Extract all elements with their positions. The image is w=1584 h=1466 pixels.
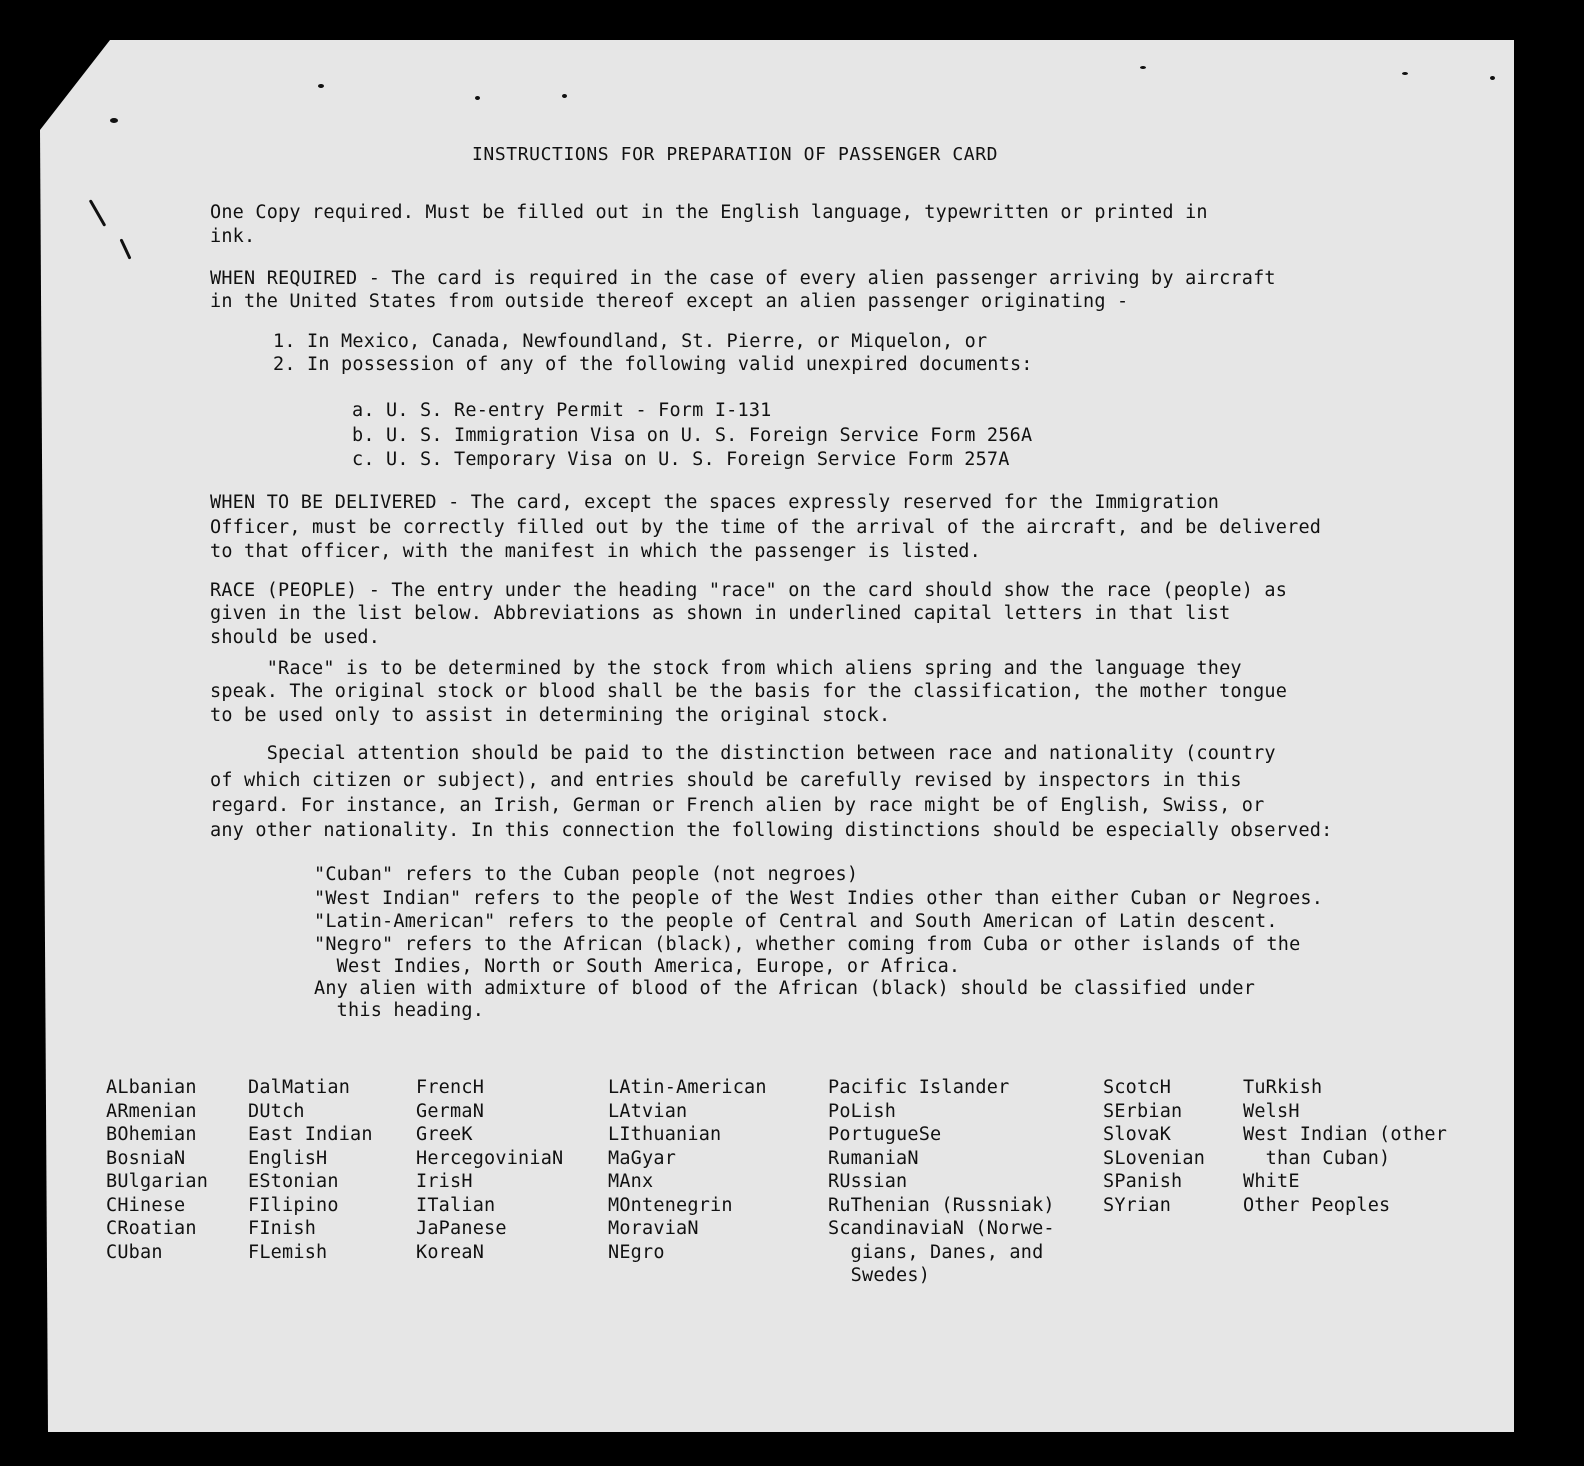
distinction-line: "Cuban" refers to the Cuban people (not negroes) <box>314 864 859 885</box>
race-entry: SYrian <box>1103 1194 1172 1216</box>
page-title: INSTRUCTIONS FOR PREPARATION OF PASSENGER CARD <box>472 144 999 165</box>
race-entry: MoraviaN <box>608 1218 699 1239</box>
race-definition-line: "Race" is to be determined by the stock from which aliens spring and the language they <box>210 658 1242 679</box>
race-column <box>1103 1076 1205 1217</box>
when-delivered-line: to that officer, with the manifest in which the passenger is listed. <box>210 541 981 562</box>
numbered-item: 2. In possession of any of the following valid unexpired documents: <box>273 354 1033 375</box>
race-entry: LAtvian <box>608 1100 688 1122</box>
race-entry: CHinese <box>106 1194 186 1216</box>
race-column <box>106 1076 208 1264</box>
race-entry: ScotcH <box>1103 1077 1172 1098</box>
intro-line: One Copy required. Must be filled out in the English language, typewritten or printed in <box>210 202 1208 223</box>
race-entry: West Indian (other <box>1243 1124 1448 1145</box>
race-entry: KoreaN <box>416 1241 485 1263</box>
race-entry: WhitE <box>1243 1171 1300 1192</box>
race-entry: SErbian <box>1103 1100 1183 1122</box>
numbered-item: 1. In Mexico, Canada, Newfoundland, St. Pierre, or Miquelon, or <box>273 331 988 352</box>
intro-line: ink. <box>210 226 256 247</box>
distinction-line: Any alien with admixture of blood of the African (black) should be classified under <box>314 978 1256 999</box>
race-entry: TuRkish <box>1243 1077 1323 1098</box>
race-column <box>608 1076 767 1264</box>
when-required-line: in the United States from outside thereof except an alien passenger originating - <box>210 291 1129 312</box>
race-entry: SlovaK <box>1103 1124 1172 1145</box>
race-entry: gians, Danes, and <box>828 1241 1044 1263</box>
special-attention-line: of which citizen or subject), and entries should be carefully revised by inspectors in this <box>210 770 1242 791</box>
race-entry: ITalian <box>416 1194 496 1216</box>
race-entry: CUban <box>106 1241 163 1263</box>
race-entry: FIlipino <box>248 1194 339 1216</box>
race-entry: JaPanese <box>416 1218 507 1239</box>
race-line: RACE (PEOPLE) - The entry under the heading "race" on the card should show the race (people) as <box>210 580 1288 601</box>
when-delivered-line: WHEN TO BE DELIVERED - The card, except the spaces expressly reserved for the Immigration <box>210 492 1220 513</box>
race-definition-line: to be used only to assist in determining the original stock. <box>210 705 891 726</box>
race-column <box>1243 1076 1447 1217</box>
race-entry: NEgro <box>608 1241 665 1263</box>
race-entry: RuThenian (Russniak) <box>828 1194 1055 1216</box>
race-line: should be used. <box>210 627 381 648</box>
distinction-line: West Indies, North or South America, Europe, or Africa. <box>314 956 961 977</box>
race-entry: LAtin-American <box>608 1077 767 1098</box>
race-entry: MAnx <box>608 1171 654 1192</box>
race-entry: EnglisH <box>248 1147 328 1169</box>
race-entry: BOhemian <box>106 1124 197 1145</box>
distinction-line: this heading. <box>314 1000 485 1021</box>
race-entry: BUlgarian <box>106 1171 209 1192</box>
race-entry: ScandinaviaN (Norwe- <box>828 1218 1055 1239</box>
race-column <box>416 1076 563 1264</box>
race-entry: SPanish <box>1103 1171 1183 1192</box>
race-entry: HercegoviniaN <box>416 1147 564 1169</box>
special-attention-line: any other nationality. In this connection the following distinctions should be especially observed: <box>210 820 1333 841</box>
race-entry: Other Peoples <box>1243 1194 1391 1216</box>
document-item: b. U. S. Immigration Visa on U. S. Foreign Service Form 256A <box>352 425 1033 446</box>
distinction-line: "West Indian" refers to the people of the West Indies other than either Cuban or Negroes. <box>314 888 1324 909</box>
race-column <box>248 1076 373 1264</box>
when-required-line: WHEN REQUIRED - The card is required in the case of every alien passenger arriving by aircraft <box>210 268 1276 289</box>
race-entry: Swedes) <box>828 1265 931 1286</box>
race-column <box>828 1076 1055 1288</box>
race-entry: LIthuanian <box>608 1124 722 1145</box>
document-item: a. U. S. Re-entry Permit - Form I-131 <box>352 400 772 421</box>
race-entry: PoLish <box>828 1100 897 1122</box>
race-entry: FInish <box>248 1218 317 1239</box>
special-attention-line: Special attention should be paid to the distinction between race and nationality (country <box>210 743 1276 764</box>
race-entry: FLemish <box>248 1241 328 1263</box>
race-entry: SLovenian <box>1103 1147 1206 1169</box>
race-entry: Pacific Islander <box>828 1077 1010 1098</box>
document-item: c. U. S. Temporary Visa on U. S. Foreign Service Form 257A <box>352 449 1010 470</box>
race-entry: FrencH <box>416 1077 485 1098</box>
race-definition-line: speak. The original stock or blood shall be the basis for the classification, the mother tongue <box>210 681 1288 702</box>
race-entry: ALbanian <box>106 1077 197 1098</box>
race-entry: MOntenegrin <box>608 1194 733 1216</box>
race-entry: RUssian <box>828 1171 908 1192</box>
when-delivered-line: Officer, must be correctly filled out by the time of the arrival of the aircraft, and be delivered <box>210 517 1322 538</box>
race-entry: MaGyar <box>608 1147 677 1169</box>
race-entry: IrisH <box>416 1171 473 1192</box>
distinction-line: "Negro" refers to the African (black), whether coming from Cuba or other islands of the <box>314 934 1301 955</box>
race-entry: East Indian <box>248 1124 373 1145</box>
race-entry: RumaniaN <box>828 1147 919 1169</box>
race-entry: BosniaN <box>106 1147 186 1169</box>
race-entry: CRoatian <box>106 1218 197 1239</box>
distinction-line: "Latin-American" refers to the people of Central and South American of Latin descent. <box>314 911 1278 932</box>
race-entry: EStonian <box>248 1171 339 1192</box>
race-entry: GermaN <box>416 1100 485 1122</box>
race-entry: DUtch <box>248 1100 305 1122</box>
race-line: given in the list below. Abbreviations as shown in underlined capital letters in that list <box>210 603 1231 624</box>
race-entry: ARmenian <box>106 1100 197 1122</box>
race-entry: than Cuban) <box>1243 1147 1391 1169</box>
race-entry: GreeK <box>416 1124 473 1145</box>
race-entry: PortugueSe <box>828 1124 942 1145</box>
special-attention-line: regard. For instance, an Irish, German or French alien by race might be of English, Swiss, or <box>210 795 1265 816</box>
race-entry: WelsH <box>1243 1100 1300 1122</box>
race-entry: DalMatian <box>248 1077 351 1098</box>
